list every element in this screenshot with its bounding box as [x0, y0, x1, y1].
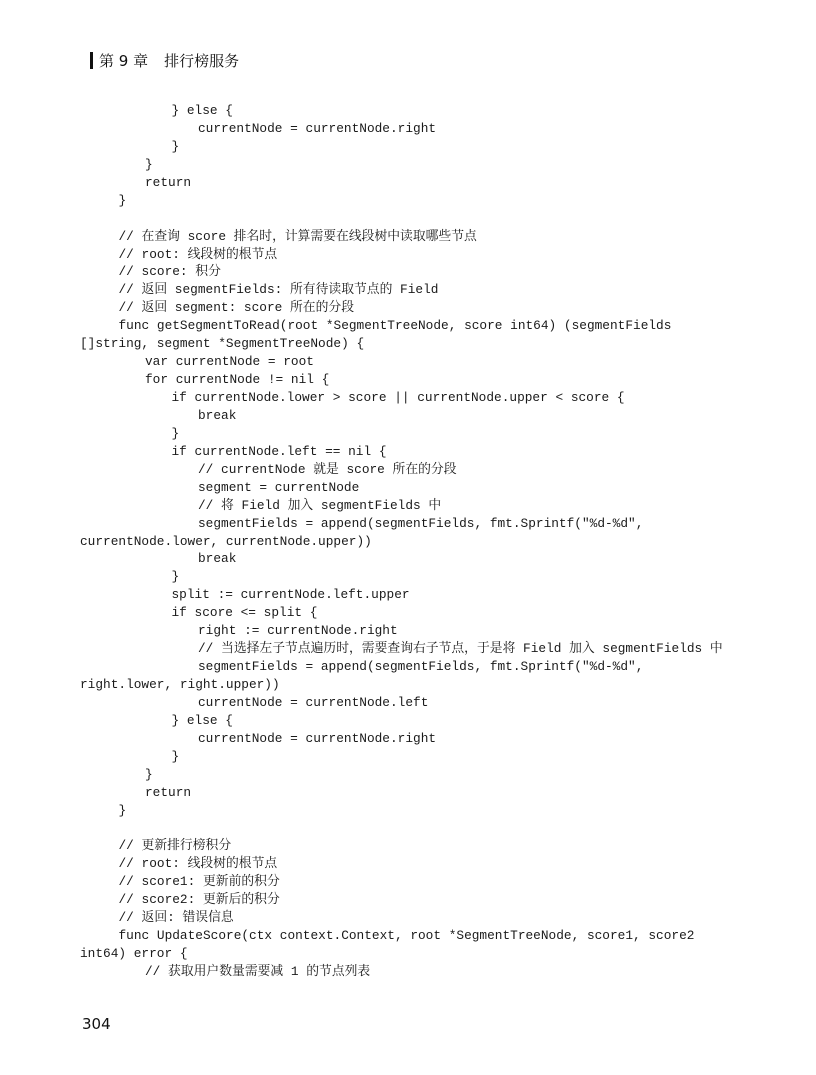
code-line: if score <= split { [171, 605, 318, 621]
code-line: // 获取用户数量需要减 1 的节点列表 [145, 964, 371, 979]
code-line: var currentNode = root [145, 354, 314, 370]
code-line: // currentNode 就是 score 所在的分段 [198, 461, 457, 477]
code-line: right.lower, right.upper)) [80, 677, 280, 692]
code-line: currentNode.lower, currentNode.upper)) [80, 533, 372, 549]
code-line: // 在查询 score 排名时，计算需要在线段树中读取哪些节点 [118, 228, 477, 244]
code-line: // root: 线段树的根节点 [118, 856, 278, 872]
code-line: segmentFields = append(segmentFields, fmt.Sprintf("%d-%d", [198, 659, 644, 675]
code-line: currentNode = currentNode.right [198, 730, 437, 746]
code-line: // 当选择左子节点遍历时，需要查询右子节点，于是将 Field 加入 segmentFields 中 [198, 641, 723, 657]
code-line: currentNode = currentNode.right [198, 120, 437, 136]
code-line: return [145, 784, 192, 800]
code-line: break [198, 407, 237, 423]
code-line: // 更新排行榜积分 [118, 838, 232, 854]
page-number: 304 [82, 1015, 111, 1033]
running-header [90, 50, 239, 71]
code-line: func UpdateScore(ctx context.Context, root *SegmentTreeNode, score1, score2 [118, 928, 695, 944]
code-line [92, 820, 723, 838]
code-line: split := currentNode.left.upper [171, 587, 410, 603]
code-line: } [171, 425, 180, 441]
code-line: // root: 线段树的根节点 [118, 246, 278, 262]
code-line: } [118, 802, 127, 818]
chapter-title: 排行榜服务 [164, 52, 240, 70]
code-line: } [171, 569, 180, 585]
code-line: } [171, 748, 180, 764]
code-line: } [145, 766, 153, 782]
code-line: break [198, 551, 237, 567]
code-line: } [145, 156, 153, 172]
code-line: } else { [171, 103, 233, 118]
code-line: } [118, 192, 127, 208]
code-line: // score: 积分 [118, 264, 221, 280]
code-line: // 将 Field 加入 segmentFields 中 [198, 497, 442, 513]
code-line: int64) error { [80, 946, 188, 962]
code-listing [80, 102, 723, 981]
code-line: // score1: 更新前的积分 [118, 874, 280, 890]
code-line: segment = currentNode [198, 479, 360, 495]
code-line: currentNode = currentNode.left [198, 694, 429, 710]
code-line: []string, segment *SegmentTreeNode) { [80, 336, 365, 352]
code-line [92, 210, 723, 228]
code-line: return [145, 174, 192, 190]
code-line: for currentNode != nil { [145, 372, 330, 388]
code-line: } [171, 138, 180, 154]
code-line: // score2: 更新后的积分 [118, 892, 280, 908]
header-bar [90, 52, 93, 69]
code-line: } else { [171, 712, 233, 728]
code-line: right := currentNode.right [198, 623, 398, 639]
code-line: segmentFields = append(segmentFields, fmt.Sprintf("%d-%d", [198, 515, 644, 531]
code-line: if currentNode.left == nil { [171, 443, 387, 459]
code-line: // 返回 segmentFields: 所有待读取节点的 Field [118, 282, 439, 298]
chapter-number: 第 9 章 [99, 52, 149, 70]
code-line: func getSegmentToRead(root *SegmentTreeNode, score int64) (segmentFields [118, 318, 672, 334]
code-line: // 返回 segment: score 所在的分段 [118, 300, 354, 316]
code-line: if currentNode.lower > score || currentNode.upper < score { [171, 390, 625, 405]
code-line: // 返回: 错误信息 [118, 910, 234, 926]
